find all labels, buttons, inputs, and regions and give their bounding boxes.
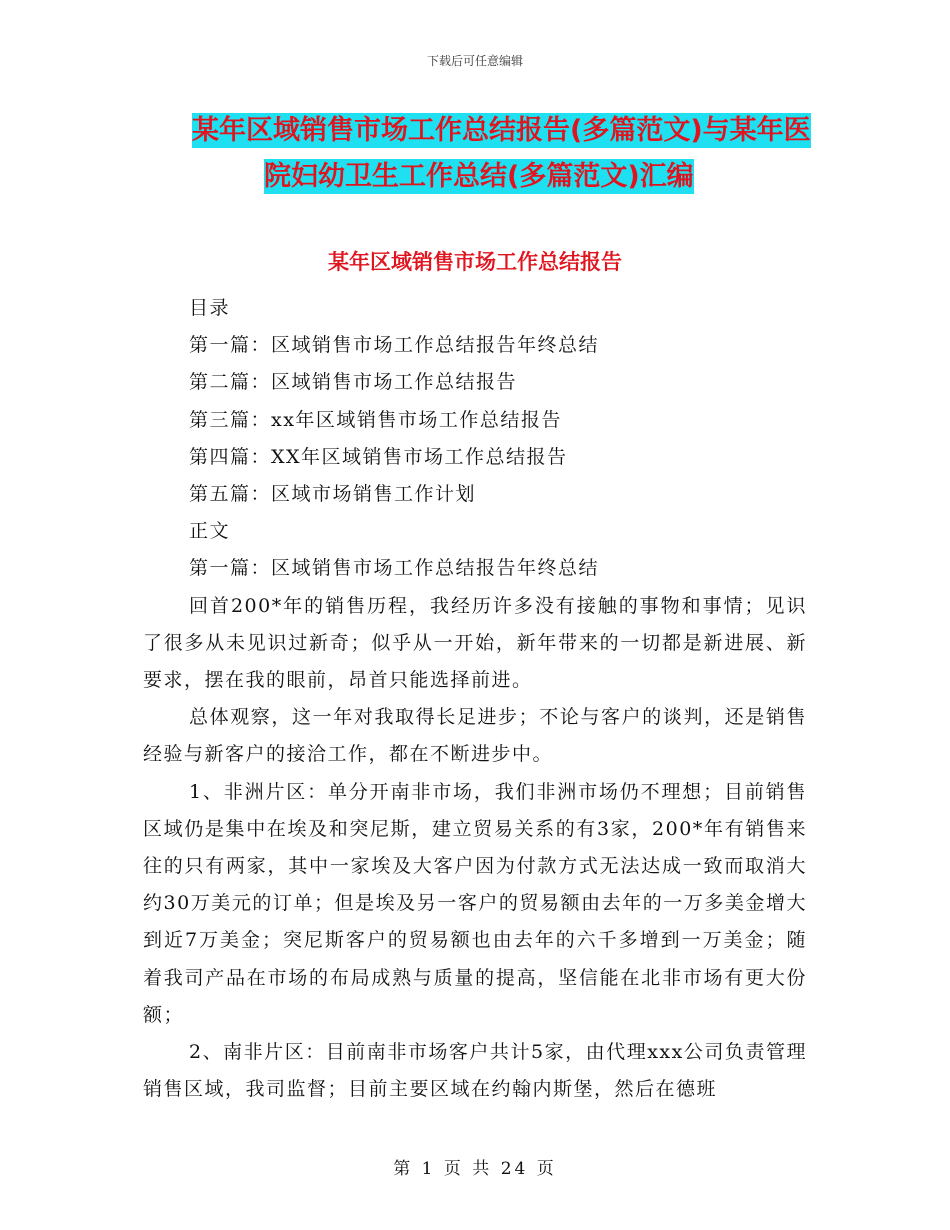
body-paragraph: 1、非洲片区：单分开南非市场，我们非洲市场仍不理想；目前销售区域仍是集中在埃及和突尼斯，建立贸易关系的有3家，200*年有销售来往的只有两家，其中一家埃及大客户因为付款方式无法达成一致而取消大约30万美元的订单；但是埃及另一客户的贸易额由去年的一万多美金增大到近7万美金；突尼斯客户的贸易额也由去年的六千多增到一万美金；随着我司产品在市场的布局成熟与质量的提高，坚信能在北非市场有更大份额； — [143, 780, 807, 1026]
section-title: 某年区域销售市场工作总结报告 — [328, 250, 622, 274]
main-title-line-2: 院妇幼卫生工作总结(多篇范文)汇编 — [264, 161, 694, 192]
body-heading: 正文 — [189, 520, 231, 543]
toc-item: 第四篇：XX年区域销售市场工作总结报告 — [189, 445, 568, 468]
document-main-title — [140, 108, 830, 200]
body-paragraph: 2、南非片区：目前南非市场客户共计5家，由代理xxx公司负责管理销售区域，我司监督；目前主要区域在约翰内斯堡，然后在德班 — [143, 1041, 807, 1101]
chapter-title: 第一篇：区域销售市场工作总结报告年终总结 — [189, 557, 600, 580]
body-paragraph: 回首200*年的销售历程，我经历许多没有接触的事物和事情；见识了很多从未见识过新奇；似乎从一开始，新年带来的一切都是新进展、新要求，摆在我的眼前，昂首只能选择前进。 — [143, 594, 807, 692]
header-note: 下载后可任意编辑 — [426, 54, 523, 68]
toc-heading: 目录 — [189, 297, 231, 319]
toc-item: 第五篇：区域市场销售工作计划 — [189, 483, 477, 506]
page-number-footer: 第 1 页 共 24 页 — [393, 1159, 557, 1179]
document-body — [143, 290, 807, 1108]
main-title-line-1: 某年区域销售市场工作总结报告(多篇范文)与某年医 — [192, 115, 811, 146]
toc-item: 第三篇：xx年区域销售市场工作总结报告 — [189, 408, 562, 431]
toc-item: 第二篇：区域销售市场工作总结报告 — [189, 371, 518, 394]
body-paragraph: 总体观察，这一年对我取得长足进步；不论与客户的谈判，还是销售经验与新客户的接洽工作，都在不断进步中。 — [143, 706, 807, 766]
toc-item: 第一篇：区域销售市场工作总结报告年终总结 — [189, 334, 600, 357]
